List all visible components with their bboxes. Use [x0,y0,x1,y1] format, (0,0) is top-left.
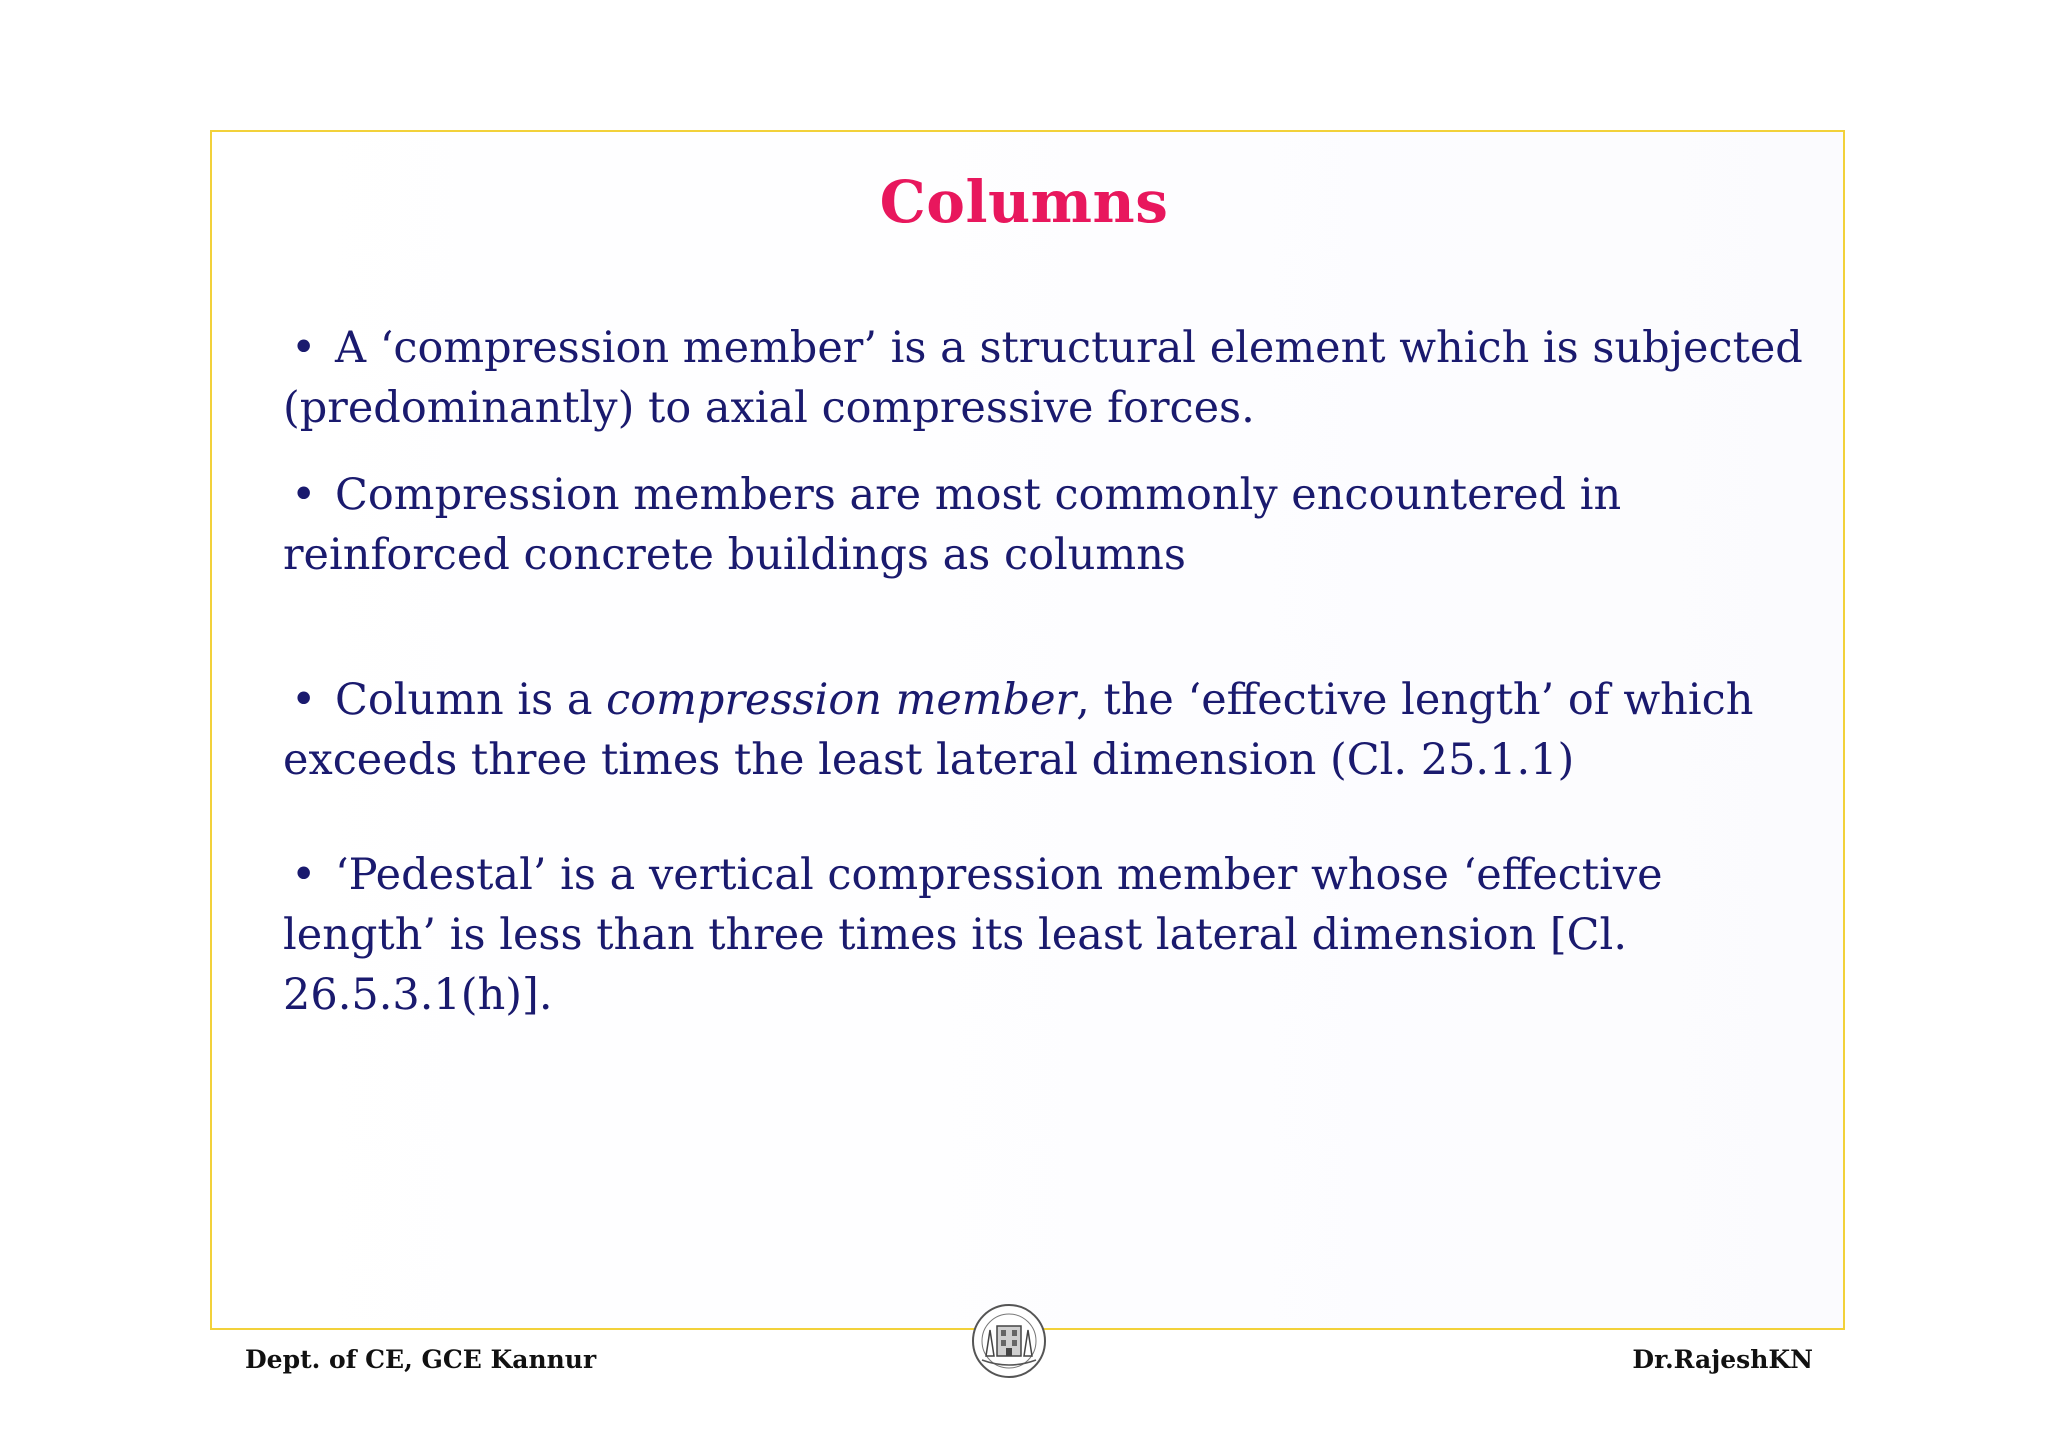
bullet-text: A ‘compression member’ is a structural element which is subjected (predominantly) to axial compressive forces. [283,323,1803,433]
footer-author: Dr.RajeshKN [1632,1345,1813,1374]
bullet-item [283,845,1813,1025]
bullet-item [283,465,1813,585]
bullet-text-italic: compression member [606,675,1077,725]
bullet-text-before: Column is a [335,675,607,725]
bullet-marker: • [291,675,317,725]
bullet-item [283,318,1813,438]
bullet-marker: • [291,323,317,373]
bullet-text: Compression members are most commonly encountered in reinforced concrete buildings as columns [283,470,1622,580]
footer-divider-left [210,1328,970,1330]
footer-divider-right [1050,1328,1845,1330]
bullet-marker: • [291,470,317,520]
bullet-item [283,670,1813,790]
bullet-marker: • [291,850,317,900]
college-seal-icon [968,1300,1050,1382]
bullet-text: ‘Pedestal’ is a vertical compression member whose ‘effective length’ is less than three times its least lateral dimension [Cl. 26.5.3.1(h)]. [283,850,1663,1020]
bullet-text-after: , the ‘effective length’ of which exceeds three times the least lateral dimension (Cl. 25.1.1) [283,675,1754,785]
slide-title: Columns [879,168,1169,236]
footer-department: Dept. of CE, GCE Kannur [245,1345,597,1374]
